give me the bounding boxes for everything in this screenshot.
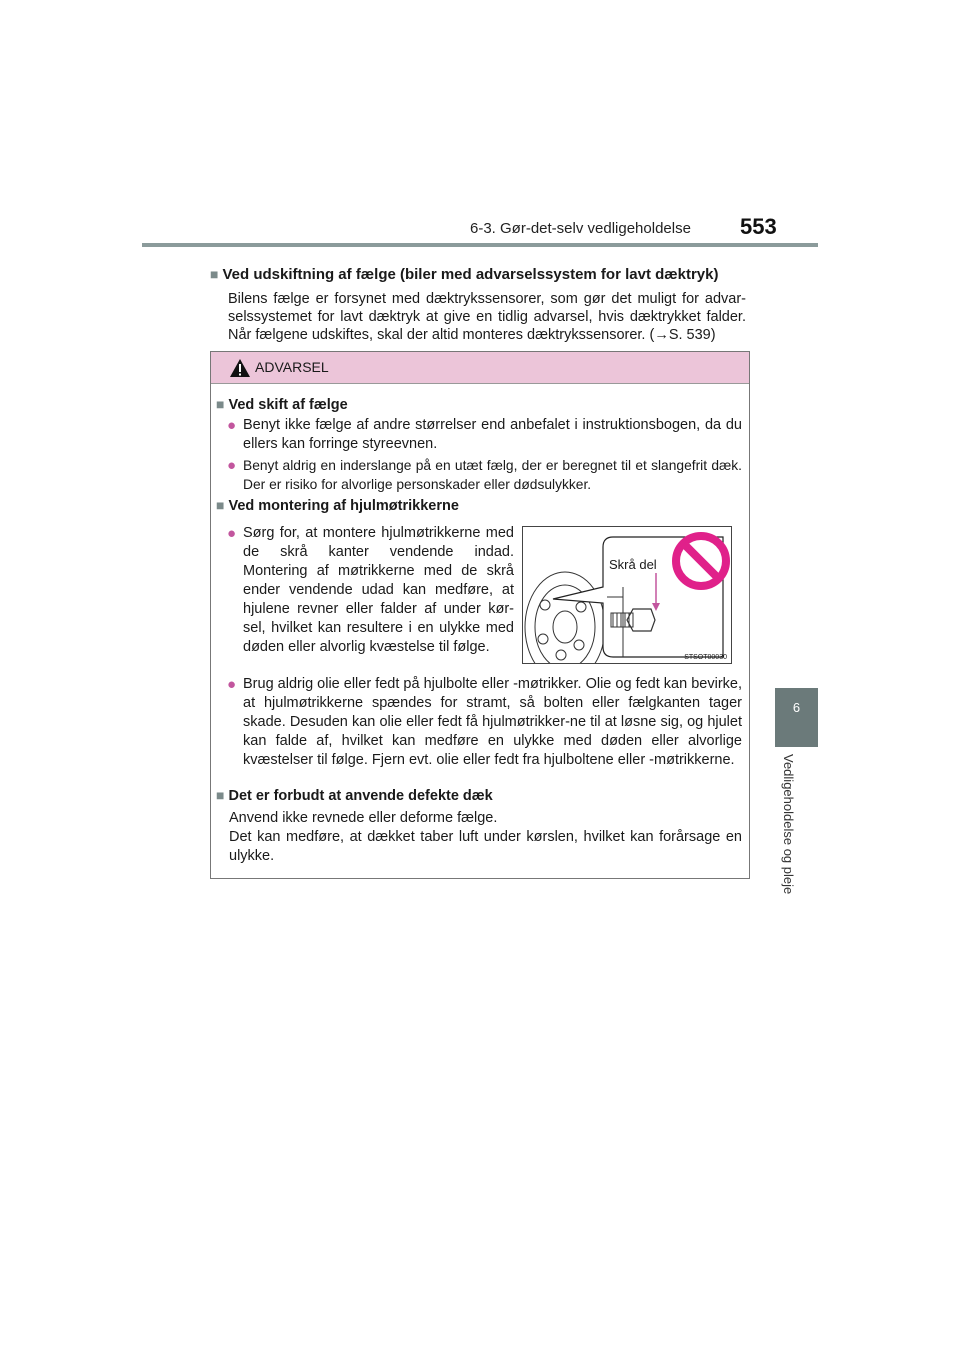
warning-triangle-icon	[229, 358, 251, 378]
figure-code: STSOT00030	[684, 654, 727, 661]
bullet-no-oil: ● Brug aldrig olie eller fedt på hjulbolte eller -møtrikker. Olie og fedt kan bevirke, at hjulmøtrikkerne spændes for stramt, så bolten eller fælgkanten tager skade. Desuden kan olie eller fedt få hjulmøtrikker-ne til at løsne sig, og hjulet kan falde af, hvilket kan medføre en ulykke med døden eller alvorlige kvæstelser til følge. Fjern evt. olie eller fedt fra hjulboltene eller -møtrikkerne.	[227, 676, 742, 768]
chapter-tab: 6	[775, 688, 818, 747]
bullet-tapered-nuts: ● Sørg for, at montere hjulmøtrikkerne med de skrå kanter vendende indad. Montering af møtrikkerne med de skrå ender vendende udad kan medføre, at hjulene revner eller falder af under kør-sel, hvilket kan resultere i en ulykke med døden eller alvorlig kvæstelse til følge.	[227, 525, 514, 655]
round-bullet-icon: ●	[227, 676, 237, 693]
subheading-nut-mounting: ■ Ved montering af hjulmøtrikkerne	[216, 497, 459, 514]
square-bullet-icon: ■	[210, 266, 219, 282]
round-bullet-icon: ●	[227, 417, 237, 434]
figure-label: Skrå del	[609, 557, 657, 572]
bullet-rim-size: ● Benyt ikke fælge af andre størrelser end anbefalet i instruktionsbogen, da du ellers kan forringe styreevnen.	[227, 417, 742, 452]
warning-title: ADVARSEL	[255, 359, 329, 375]
subheading-wheel-change: ■ Ved skift af fælge	[216, 396, 348, 413]
chapter-header: 6-3. Gør-det-selv vedligeholdelse	[470, 220, 691, 237]
warning-header	[211, 352, 749, 384]
wheel-hub-drawing	[523, 527, 731, 663]
section-body: Bilens fælge er forsynet med dæktrykssensorer, som gør det muligt for advar-selssystemet for lavt dæktryk at give en tidlig advarsel, hvis dæktrykket falder. Når fælgene udskiftes, skal der altid monteres dæktrykssensorer. (→S. 539)	[228, 291, 746, 343]
chapter-side-label: Vedligeholdelse og pleje	[781, 754, 796, 895]
square-bullet-icon: ■	[216, 497, 225, 513]
round-bullet-icon: ●	[227, 457, 237, 474]
defective-tires-text-2: Det kan medføre, at dækket taber luft under kørslen, hvilket kan forårsage en ulykke.	[229, 829, 742, 864]
round-bullet-icon: ●	[227, 525, 237, 542]
page-number: 553	[740, 214, 777, 239]
header-rule	[142, 243, 818, 247]
section-heading: ■ Ved udskiftning af fælge (biler med advarselssystem for lavt dæktryk)	[210, 266, 719, 283]
subheading-defective-tires: ■ Det er forbudt at anvende defekte dæk	[216, 787, 493, 804]
defective-tires-text-1: Anvend ikke revnede eller deforme fælge.	[229, 810, 498, 826]
wheel-nut-illustration	[522, 526, 732, 664]
square-bullet-icon: ■	[216, 787, 225, 803]
bullet-inner-tube: ● Benyt aldrig en inderslange på en utæt fælg, der er beregnet til et slangefrit dæk. Der er risiko for alvorlige personskader eller dødsulykker.	[227, 457, 742, 492]
square-bullet-icon: ■	[216, 396, 225, 412]
